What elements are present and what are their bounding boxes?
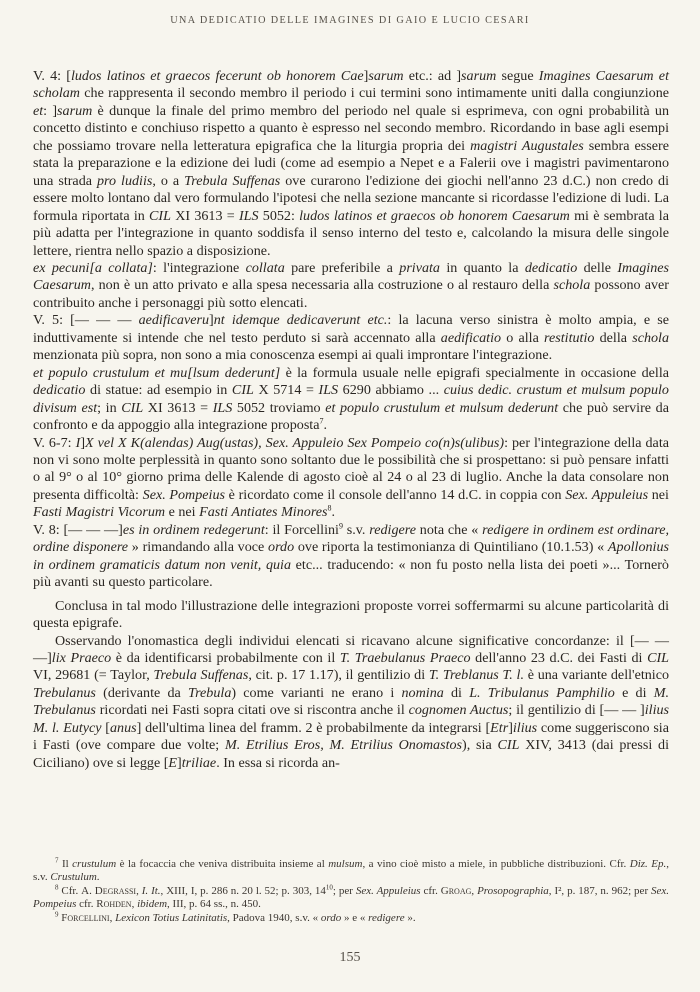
italic-text: mulsum bbox=[328, 858, 363, 870]
text-run: di bbox=[443, 684, 470, 701]
text-run: ] bbox=[508, 719, 513, 736]
text-run: etc.: ad ] bbox=[403, 68, 462, 84]
italic-text: Lexicon Totius Latinitatis bbox=[115, 911, 228, 924]
italic-text: lix Praeco bbox=[51, 649, 112, 666]
italic-text: et bbox=[33, 102, 44, 119]
footnote-ref: 9 bbox=[338, 521, 343, 531]
italic-text: privata bbox=[399, 259, 440, 276]
text-run: ] dell'ultima linea del framm. 2 è probabilmente da integrarsi [ bbox=[136, 719, 491, 736]
text-run: delle bbox=[577, 259, 618, 276]
text-run: che rappresenta il secondo membro il periodo i cui termini sono intimamente uniti dalla congiunzione bbox=[79, 85, 669, 102]
text-run: nota che « bbox=[415, 521, 483, 538]
italic-text: collata bbox=[245, 259, 285, 276]
text-run: nei bbox=[648, 486, 669, 503]
text-run: VI, 29681 (= Taylor, bbox=[33, 667, 154, 684]
text-run: menzionata più sopra, non sono a mia conoscenza esempi ai quali improntare l'integrazione. bbox=[33, 347, 553, 364]
italic-text: CIL bbox=[121, 399, 144, 416]
text-run: : ] bbox=[43, 102, 58, 119]
text-run: ] bbox=[363, 68, 369, 84]
italic-text: anus bbox=[110, 719, 137, 736]
italic-text: T. Traebulanus Praeco bbox=[339, 649, 471, 666]
text-run: ove curarono l'edizione dei giochi nell'anno 23 d.C.) non credo di essere molto lontano dal vero formulando l'ipotesi che nella sezione mancante si ricordasse l'edizione di ludi. La formula riportata in bbox=[33, 172, 669, 224]
text-run: , bbox=[109, 911, 116, 924]
italic-text: ludos latinos et graecos fecerunt ob honorem Cae bbox=[70, 68, 364, 84]
italic-text: sarum bbox=[368, 68, 404, 84]
text-run: 5052 troviamo bbox=[232, 399, 326, 416]
italic-text: M. Trebulanus bbox=[33, 684, 670, 719]
text-run: : l'integrazione bbox=[152, 259, 246, 276]
italic-text: et populo crustulum et mu[lsum dederunt] bbox=[33, 364, 281, 381]
text-run: , bbox=[136, 884, 142, 897]
text-run: ) come varianti ne erano i bbox=[231, 684, 402, 701]
text-run: V. 8: [— — —] bbox=[33, 521, 123, 538]
text-run: , I², p. 187, n. 962; per bbox=[548, 884, 652, 897]
text-run: ; in bbox=[97, 399, 122, 416]
paragraph bbox=[33, 598, 669, 633]
text-run: , cit. p. 17 1.17), il gentilizio di bbox=[248, 667, 429, 684]
text-run: , bbox=[471, 884, 478, 897]
text-run: s.v. bbox=[342, 521, 370, 538]
footnotes bbox=[33, 858, 669, 925]
italic-text: Imagines Caesarum et scholam bbox=[33, 68, 669, 102]
italic-text: dedicatio bbox=[33, 382, 86, 399]
italic-text: E bbox=[168, 754, 178, 771]
italic-text: I bbox=[75, 434, 81, 451]
text-run: cfr. bbox=[420, 884, 441, 897]
footnote-ref: 8 bbox=[327, 503, 332, 513]
italic-text: Crustulum bbox=[50, 871, 97, 884]
text-run: . bbox=[323, 417, 328, 434]
text-run: Conclusa in tal modo l'illustrazione delle integrazioni proposte vorrei soffermarmi su alcune particolarità di questa epigrafe. bbox=[33, 597, 669, 632]
text-run: ] bbox=[209, 312, 214, 329]
text-run: segue bbox=[496, 68, 539, 84]
italic-text: redigere bbox=[368, 911, 405, 924]
text-run: è la focaccia che veniva distribuita insieme al bbox=[116, 858, 329, 870]
text-run: , III, p. 64 ss., n. 450. bbox=[167, 898, 261, 911]
italic-text: redigere in ordinem est ordinare, ordine disponere bbox=[33, 521, 670, 556]
italic-text: et populo crustulum et mulsum dederunt bbox=[325, 399, 559, 416]
italic-text: nomina bbox=[401, 684, 444, 701]
text-run: e nei bbox=[165, 504, 200, 521]
italic-text: Fasti Magistri Vicorum bbox=[33, 504, 166, 521]
italic-text: Diz. Ep. bbox=[629, 858, 667, 870]
text-run: A. Degrassi bbox=[81, 884, 137, 897]
italic-text: aedificatio bbox=[440, 329, 502, 346]
text-run: sembra essere stata la preparazione e la edizione dei ludi (come ad esempio a Nepet e a Falerii ove i magistri pavimentarono una strada bbox=[33, 137, 669, 189]
italic-text: Trebula bbox=[188, 684, 232, 701]
italic-text: dedicatio bbox=[524, 259, 578, 276]
italic-text: magistri Augustales bbox=[470, 137, 584, 154]
italic-text: Sex. Pompeius bbox=[33, 884, 670, 911]
italic-text: Prosopographia bbox=[477, 884, 549, 897]
text-run: XIV, 3413 (dai pressi di Ciciliano) ove si legge [ bbox=[33, 737, 669, 771]
text-run: 6290 abbiamo ... bbox=[338, 382, 444, 399]
italic-text: Sex. Appuleius bbox=[355, 884, 421, 897]
page-number: 155 bbox=[339, 950, 361, 965]
text-run: che può servire da confronto e da appoggio alla integrazione proposta bbox=[33, 399, 669, 434]
italic-text: redigere bbox=[369, 521, 416, 538]
paragraph bbox=[33, 260, 669, 312]
italic-text: Trebula Suffenas bbox=[184, 172, 281, 189]
italic-text: ilius M. l. Eutycy bbox=[33, 702, 670, 736]
text-run: Forcellini bbox=[61, 911, 110, 924]
italic-text: nt idemque dedicaverunt etc. bbox=[213, 312, 388, 329]
text-run: mi è sembrata la più adatta per l'integrazione in quanto soddisfa il senso interno del testo e, calcolando la misura delle singole lettere, rientra nello spazio a disposizione. bbox=[33, 207, 669, 259]
italic-text: ILS bbox=[212, 399, 233, 416]
text-run: dell'anno 23 d.C. dei Fasti di bbox=[470, 649, 648, 666]
text-run: ; per bbox=[332, 884, 356, 897]
text-run: V. 5: [— — — bbox=[33, 312, 139, 329]
text-run: , Padova 1940, s.v. « bbox=[227, 911, 321, 924]
italic-text: Trebula Suffenas bbox=[153, 667, 249, 684]
text-run: è una variante dell'etnico bbox=[523, 667, 669, 684]
text-run: V. 4: [ bbox=[33, 68, 71, 84]
footnote-ref: 7 bbox=[55, 856, 59, 865]
italic-text: es in ordinem redegerunt bbox=[122, 521, 265, 538]
italic-text: M. Etrilius Eros, M. Etrilius Onomastos bbox=[225, 737, 463, 754]
text-run: , o a bbox=[152, 172, 185, 189]
text-run: o alla bbox=[501, 329, 545, 346]
text-run: è la formula usuale nelle epigrafi specialmente in occasione della bbox=[280, 364, 669, 381]
text-run: (derivante da bbox=[95, 684, 189, 701]
text-run: della bbox=[594, 329, 633, 346]
italic-text: sarum bbox=[57, 102, 93, 119]
text-run: etc... traducendo: « non fu posto nella lista dei poeti »... Tornerò più avanti su questo particolare. bbox=[33, 556, 669, 591]
italic-text: pro ludiis bbox=[96, 172, 153, 189]
italic-text: CIL bbox=[231, 382, 254, 399]
text-run: » rimandando alla voce bbox=[128, 539, 269, 556]
footnote-ref: 7 bbox=[319, 416, 324, 426]
text-run: di statue: ad esempio in bbox=[85, 382, 232, 399]
body-text bbox=[33, 68, 669, 772]
text-run: 5052: bbox=[258, 207, 300, 224]
italic-text: Fasti Antiates Minores bbox=[199, 504, 328, 521]
paragraph bbox=[33, 435, 669, 522]
footnote-ref: 8 bbox=[55, 883, 59, 892]
italic-text: Etr bbox=[490, 719, 509, 736]
text-run: Groag bbox=[440, 884, 472, 897]
text-run: : per l'integrazione della data non vi sono molte perplessità in quanto sono soltanto due le possibilità che si prospettano: si può pensare infatti o al 9° o al 10° giorno prima delle Kalende di agosto cioè al 24 o al 23 di luglio. Anche la data consolare non presenta difficoltà: bbox=[33, 434, 669, 503]
text-run: Osservando l'onomastica degli individui elencati si ricavano alcune significative concordanze: il [— — —] bbox=[33, 632, 669, 666]
text-run: : il Forcellini bbox=[264, 521, 339, 538]
italic-text: Sex. Pompeius bbox=[142, 486, 225, 503]
text-run: V. 6-7: bbox=[33, 434, 76, 451]
paragraph bbox=[33, 312, 669, 364]
text-run: , bbox=[131, 898, 138, 911]
text-run: , s.v. bbox=[33, 858, 670, 884]
text-run: X 5714 = bbox=[253, 382, 319, 399]
paragraph bbox=[33, 68, 669, 260]
text-run: pare preferibile a bbox=[284, 259, 400, 276]
italic-text: triliae bbox=[181, 754, 217, 771]
text-run: » e « bbox=[341, 911, 369, 924]
text-run: ] bbox=[177, 754, 182, 771]
text-run: cfr. bbox=[76, 898, 97, 911]
text-run: è da identificarsi probabilmente con il bbox=[111, 649, 340, 666]
italic-text: restitutio bbox=[544, 329, 595, 346]
text-run: , a vino cioè misto a miele, in pubbliche distribuzioni. Cfr. bbox=[362, 858, 630, 870]
footnote-ref: 9 bbox=[55, 909, 59, 918]
italic-text: ordo bbox=[320, 911, 342, 924]
text-run: [ bbox=[101, 719, 110, 736]
running-head: UNA DEDICATIO DELLE IMAGINES DI GAIO E LUCIO CESARI bbox=[170, 15, 530, 26]
footnote bbox=[33, 885, 669, 912]
italic-text: T. Treblanus T. l. bbox=[428, 667, 524, 684]
text-run: Cfr. bbox=[58, 884, 82, 897]
italic-text: ordo bbox=[268, 539, 295, 556]
text-run: , non è un atto privato e alla spesa necessaria alla costruzione o al restauro della bbox=[90, 277, 554, 294]
text-run: . In essa si ricorda an- bbox=[216, 754, 340, 771]
text-run: ove riporta la testimonianza di Quintiliano (10.1.53) « bbox=[294, 539, 608, 556]
italic-text: ILS bbox=[238, 207, 259, 224]
italic-text: schola bbox=[632, 329, 669, 346]
text-run: possono aver contribuito anche i personaggi più sotto elencati. bbox=[33, 277, 669, 311]
italic-text: ilius bbox=[512, 719, 538, 736]
paragraph bbox=[33, 522, 669, 592]
text-run: in quanto la bbox=[439, 259, 525, 276]
text-run: Il bbox=[58, 858, 73, 870]
italic-text: sarum bbox=[461, 68, 497, 84]
text-run: XI 3613 = bbox=[143, 399, 213, 416]
paragraph bbox=[33, 633, 669, 773]
italic-text: ILS bbox=[318, 382, 339, 399]
italic-text: Apollonius in ordinem gramaticis datum non venit, quia bbox=[33, 539, 669, 573]
text-run: . bbox=[331, 504, 336, 521]
text-run: . bbox=[96, 871, 100, 884]
italic-text: CIL bbox=[497, 737, 520, 754]
italic-text: CIL bbox=[149, 207, 171, 224]
text-run: XI 3613 = bbox=[170, 207, 239, 224]
text-run: ». bbox=[404, 911, 416, 924]
italic-text: cuius dedic. crustum et mulsum populo divisum est bbox=[33, 382, 669, 416]
italic-text: Trebulanus bbox=[33, 684, 96, 701]
text-run: ricordati nei Fasti sopra citati ove si riscontra anche il bbox=[95, 702, 409, 719]
paragraph bbox=[33, 365, 669, 435]
italic-text: Sex. Appuleius bbox=[565, 486, 649, 503]
footnote bbox=[33, 858, 669, 885]
footnote bbox=[33, 909, 669, 925]
text-run: e di bbox=[614, 684, 654, 701]
text-run: ] bbox=[80, 434, 86, 451]
italic-text: cognomen Auctus bbox=[408, 702, 509, 719]
italic-text: aedificaveru bbox=[138, 312, 210, 329]
text-run: Rohden bbox=[96, 898, 132, 911]
italic-text: ludos latinos et graecos ob honorem Caesarum bbox=[299, 207, 570, 224]
italic-text: CIL bbox=[647, 649, 669, 666]
text-run: è ricordato come il console dell'anno 14 d.C. in coppia con bbox=[224, 486, 566, 503]
italic-text: ex pecuni[a collata] bbox=[33, 259, 153, 276]
text-run: ), sia bbox=[462, 737, 498, 754]
text-run: , XIII, I, p. 286 n. 20 l. 52; p. 303, 14 bbox=[160, 884, 326, 897]
text-run: : la lacuna verso sinistra è molto ampia, e se induttivamente si intende che nel testo perduto si sarà accennato alla bbox=[33, 312, 669, 346]
text-run: come suggeriscono sia i Fasti (ove compare due volte; bbox=[33, 719, 669, 754]
italic-text: L. Tribulanus Pamphilio bbox=[469, 684, 615, 701]
italic-text: I. It. bbox=[141, 884, 161, 897]
italic-text: Imagines Caesarum bbox=[33, 259, 669, 294]
text-run: è dunque la finale del primo membro del periodo nel quale si esprimeva, con ogni probabilità un concetto distinto e conchiuso rispetto a quanto è espresso nel secondo membro. Ricordando in base agli esempi che possiamo trovare nella letteratura epigrafica che la liturgia propria dei bbox=[33, 102, 669, 154]
italic-text: schola bbox=[553, 277, 591, 294]
footnote-ref: 10 bbox=[325, 883, 333, 892]
italic-text: X vel X K(alendas) Aug(ustas), Sex. Appuleio Sex Pompeio co(n)s(ulibus) bbox=[85, 434, 505, 451]
text-run: ; il gentilizio di [— — ] bbox=[508, 702, 645, 719]
italic-text: crustulum bbox=[72, 858, 117, 870]
italic-text: ibidem bbox=[137, 898, 168, 911]
